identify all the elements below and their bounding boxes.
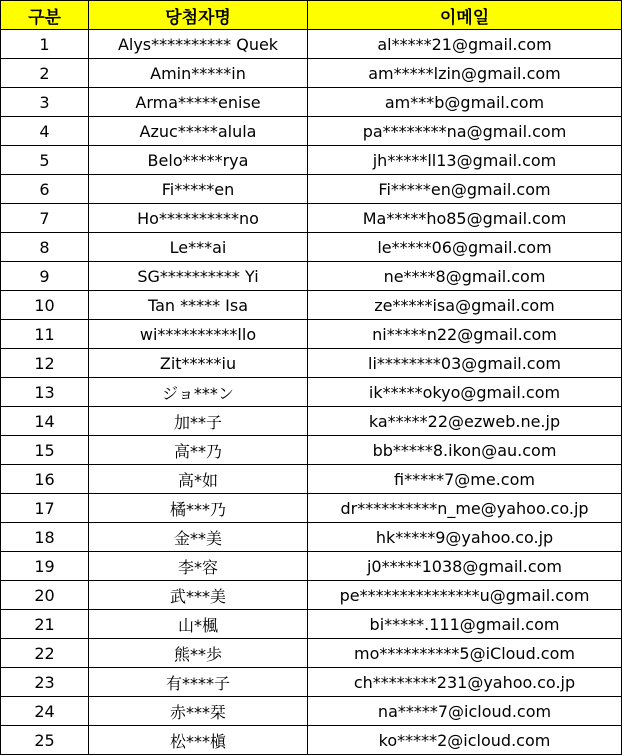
table-row [1, 349, 622, 378]
table-row [1, 639, 622, 668]
winner-name: 加**子 [89, 407, 308, 436]
row-number: 5 [1, 146, 89, 175]
winner-email: bi*****.111@gmail.com [308, 610, 622, 639]
winner-email: al*****21@gmail.com [308, 30, 622, 59]
row-number: 3 [1, 88, 89, 117]
row-number: 22 [1, 639, 89, 668]
row-number: 24 [1, 697, 89, 726]
winner-email: ch********231@yahoo.co.jp [308, 668, 622, 697]
header-winner-name: 당첨자명 [89, 1, 308, 30]
winner-name: Zit*****iu [89, 349, 308, 378]
table-body [1, 30, 622, 755]
winner-email: ik*****okyo@gmail.com [308, 378, 622, 407]
winner-email: j0*****1038@gmail.com [308, 552, 622, 581]
row-number: 8 [1, 233, 89, 262]
winner-name: Arma*****enise [89, 88, 308, 117]
winner-email: hk*****9@yahoo.co.jp [308, 523, 622, 552]
row-number: 6 [1, 175, 89, 204]
row-number: 20 [1, 581, 89, 610]
winner-name: 橘***乃 [89, 494, 308, 523]
row-number: 1 [1, 30, 89, 59]
winner-name: 赤***栞 [89, 697, 308, 726]
row-number: 17 [1, 494, 89, 523]
row-number: 23 [1, 668, 89, 697]
winner-email: fi*****7@me.com [308, 465, 622, 494]
row-number: 19 [1, 552, 89, 581]
winner-email: am***b@gmail.com [308, 88, 622, 117]
winner-email: Ma*****ho85@gmail.com [308, 204, 622, 233]
row-number: 4 [1, 117, 89, 146]
row-number: 13 [1, 378, 89, 407]
winner-name: 武***美 [89, 581, 308, 610]
winner-email: pa********na@gmail.com [308, 117, 622, 146]
winner-name: 高*如 [89, 465, 308, 494]
winner-name: Tan ***** Isa [89, 291, 308, 320]
row-number: 2 [1, 59, 89, 88]
row-number: 15 [1, 436, 89, 465]
winner-name: 李*容 [89, 552, 308, 581]
table-row [1, 523, 622, 552]
winner-name: SG********** Yi [89, 262, 308, 291]
table-row [1, 726, 622, 755]
row-number: 7 [1, 204, 89, 233]
winner-name: Azuc*****alula [89, 117, 308, 146]
table-row [1, 291, 622, 320]
winner-name: Le***ai [89, 233, 308, 262]
winner-email: mo**********5@iCloud.com [308, 639, 622, 668]
winner-name: Belo*****rya [89, 146, 308, 175]
winner-name: 金**美 [89, 523, 308, 552]
row-number: 11 [1, 320, 89, 349]
winner-email: am*****lzin@gmail.com [308, 59, 622, 88]
table-row [1, 610, 622, 639]
row-number: 9 [1, 262, 89, 291]
winner-name: Alys********** Quek [89, 30, 308, 59]
row-number: 14 [1, 407, 89, 436]
winner-name: 有****子 [89, 668, 308, 697]
header-number: 구분 [1, 1, 89, 30]
table-row [1, 204, 622, 233]
table-row [1, 59, 622, 88]
table-row [1, 117, 622, 146]
winner-email: bb*****8.ikon@au.com [308, 436, 622, 465]
table-row [1, 30, 622, 59]
table-row [1, 146, 622, 175]
winner-name: ジョ***ン [89, 378, 308, 407]
winner-name: 高**乃 [89, 436, 308, 465]
winner-email: li********03@gmail.com [308, 349, 622, 378]
winner-email: ni*****n22@gmail.com [308, 320, 622, 349]
row-number: 10 [1, 291, 89, 320]
winner-email: pe***************u@gmail.com [308, 581, 622, 610]
winner-email: ne****8@gmail.com [308, 262, 622, 291]
row-number: 25 [1, 726, 89, 755]
table-row [1, 465, 622, 494]
table-row [1, 88, 622, 117]
row-number: 21 [1, 610, 89, 639]
header-row [1, 1, 622, 30]
table-row [1, 552, 622, 581]
winner-email: ze*****isa@gmail.com [308, 291, 622, 320]
table-row [1, 407, 622, 436]
winner-name: 山*楓 [89, 610, 308, 639]
table-row [1, 233, 622, 262]
winner-email: le*****06@gmail.com [308, 233, 622, 262]
winner-email: jh*****ll13@gmail.com [308, 146, 622, 175]
winner-email: ko*****2@icloud.com [308, 726, 622, 755]
table-row [1, 262, 622, 291]
winner-name: Amin*****in [89, 59, 308, 88]
table-row [1, 320, 622, 349]
winner-name: Fi*****en [89, 175, 308, 204]
winner-email: dr**********n_me@yahoo.co.jp [308, 494, 622, 523]
winner-name: wi**********llo [89, 320, 308, 349]
winner-name: 松***槇 [89, 726, 308, 755]
row-number: 16 [1, 465, 89, 494]
winner-name: Ho**********no [89, 204, 308, 233]
table-row [1, 581, 622, 610]
table-row [1, 697, 622, 726]
row-number: 18 [1, 523, 89, 552]
winner-email: ka*****22@ezweb.ne.jp [308, 407, 622, 436]
table-row [1, 494, 622, 523]
header-email: 이메일 [308, 1, 622, 30]
winner-email: Fi*****en@gmail.com [308, 175, 622, 204]
table-row [1, 175, 622, 204]
table-row [1, 378, 622, 407]
row-number: 12 [1, 349, 89, 378]
table-row [1, 436, 622, 465]
winner-name: 熊**歩 [89, 639, 308, 668]
winner-email: na*****7@icloud.com [308, 697, 622, 726]
table-row [1, 668, 622, 697]
